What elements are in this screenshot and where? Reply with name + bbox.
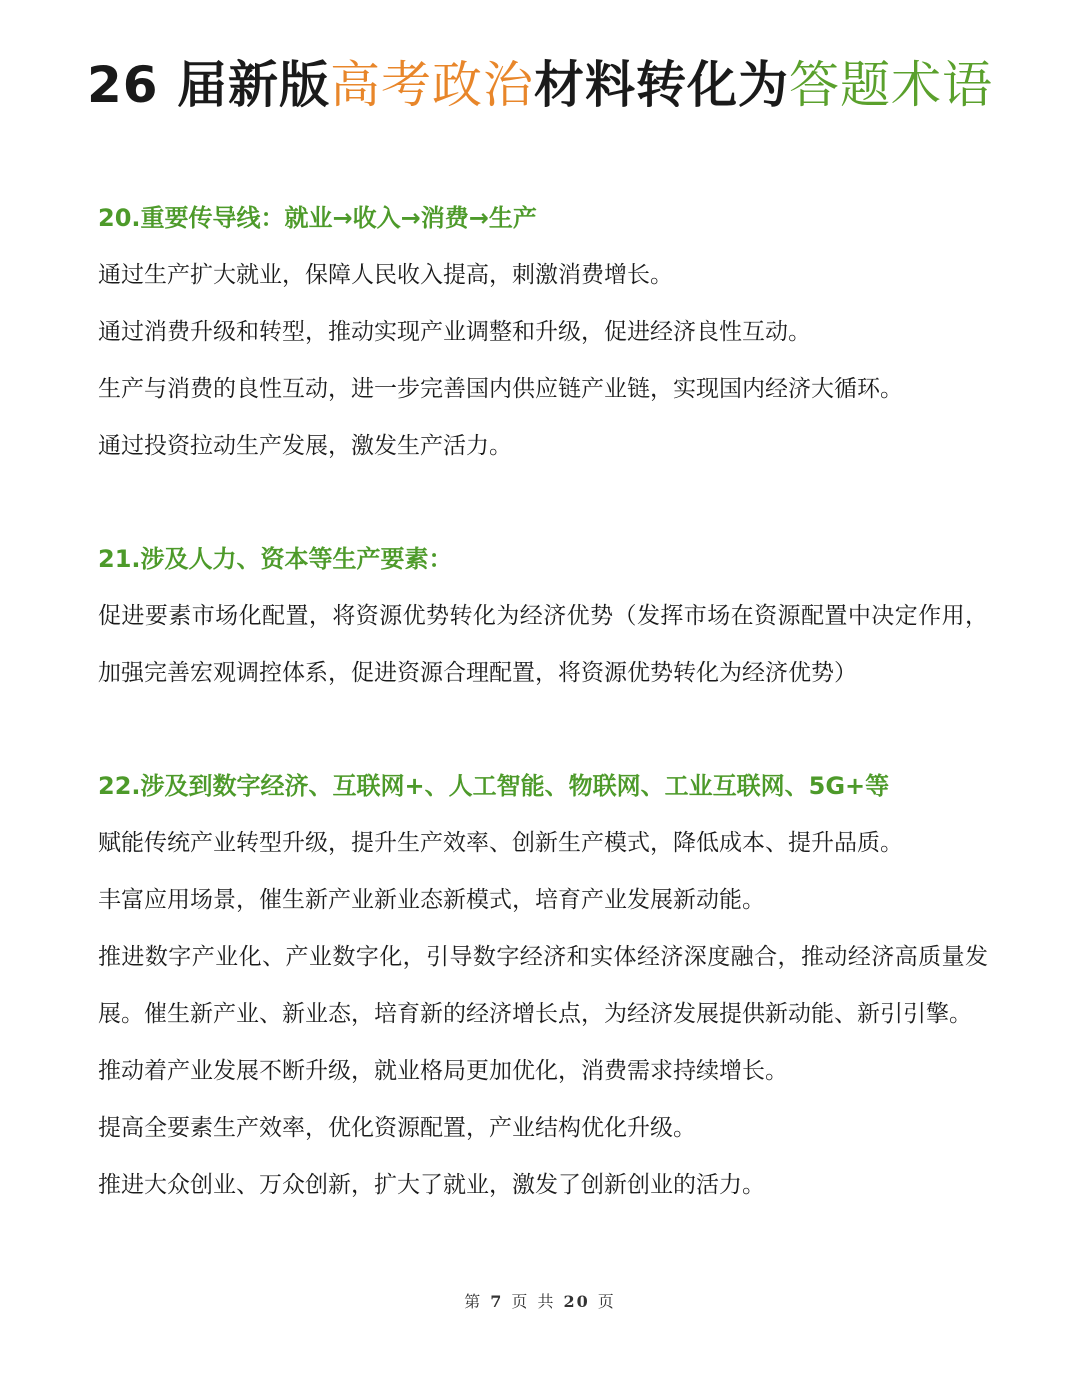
footer-prefix: 第: [464, 1292, 483, 1311]
current-page-number: 7: [490, 1292, 504, 1311]
page-title: [0, 50, 1080, 120]
title-part-4: 答题术语: [789, 56, 993, 114]
paragraph: 促进要素市场化配置，将资源优势转化为经济优势（发挥市场在资源配置中决定作用，加强完善宏观调控体系，促进资源合理配置，将资源优势转化为经济优势）: [98, 603, 988, 686]
paragraph: 通过生产扩大就业，保障人民收入提高，刺激消费增长。: [98, 262, 673, 288]
paragraph: 通过消费升级和转型，推动实现产业调整和升级，促进经济良性互动。: [98, 319, 811, 345]
paragraph: 推进大众创业、万众创新，扩大了就业，激发了创新创业的活力。: [98, 1172, 765, 1198]
section-heading: 22.涉及到数字经济、互联网+、人工智能、物联网、工业互联网、5G+等: [98, 772, 890, 800]
section-heading: 21.涉及人力、资本等生产要素：: [98, 545, 453, 573]
title-part-1: 26 届新版: [87, 56, 330, 114]
section-22: [98, 758, 988, 1214]
footer-suffix: 页: [597, 1292, 616, 1311]
paragraph: 推动着产业发展不断升级，就业格局更加优化，消费需求持续增长。: [98, 1058, 788, 1084]
section-20: [98, 190, 988, 475]
paragraph: 丰富应用场景，催生新产业新业态新模式，培育产业发展新动能。: [98, 887, 765, 913]
total-pages-number: 20: [563, 1292, 590, 1311]
paragraph: 通过投资拉动生产发展，激发生产活力。: [98, 433, 512, 459]
paragraph: 赋能传统产业转型升级，提升生产效率、创新生产模式，降低成本、提升品质。: [98, 830, 903, 856]
document-body: [98, 190, 988, 1214]
section-heading: 20.重要传导线：就业→收入→消费→生产: [98, 204, 537, 232]
paragraph: 推进数字产业化、产业数字化，引导数字经济和实体经济深度融合，推动经济高质量发展。催生新产业、新业态，培育新的经济增长点，为经济发展提供新动能、新引引擎。: [98, 944, 988, 1027]
footer-middle-2: 共: [537, 1292, 556, 1311]
paragraph: 生产与消费的良性互动，进一步完善国内供应链产业链，实现国内经济大循环。: [98, 376, 903, 402]
page-footer: [0, 1289, 1080, 1312]
title-part-2: 高考政治: [330, 56, 534, 114]
paragraph: 提高全要素生产效率，优化资源配置，产业结构优化升级。: [98, 1115, 696, 1141]
section-21: [98, 531, 988, 702]
title-part-3: 材料转化为: [534, 56, 789, 114]
footer-middle-1: 页: [511, 1292, 530, 1311]
